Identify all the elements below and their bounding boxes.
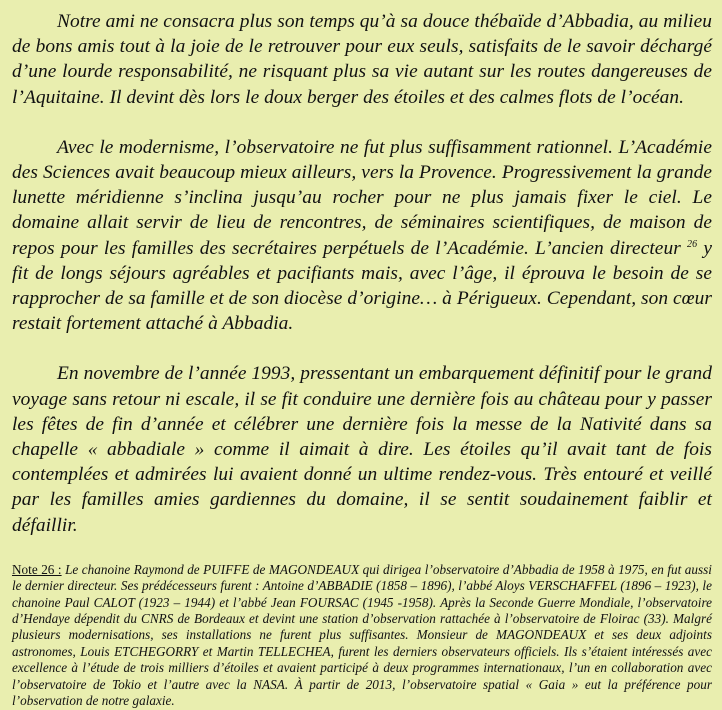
footnote-26 bbox=[12, 562, 712, 710]
footnote-label: Note 26 : bbox=[12, 561, 62, 577]
footnote-text: Le chanoine Raymond de PUIFFE de MAGONDEAUX qui dirigea l’observatoire d’Abbadia de 1958 à 1975, en fut aussi le dernier directeur. Ses prédécesseurs furent : Antoine d’ABBADIE (1858 – 1896), l’abbé Aloys VERSCHAFFEL (1896 – 1923), le chanoine Paul CALOT (1923 – 1944) et l’abbé Jean FOURSAC (1945 -1958). Après la Seconde Guerre Mondiale, l’observatoire d’Hendaye dépendit du CNRS de Bordeaux et devint une station d’observation rattachée à l’observatoire de Floirac (33). Malgré plusieurs modernisations, ses installations ne furent plus suffisantes. Monsieur de MAGONDEAUX et ses deux adjoints astronomes, Louis ETCHEGORRY et Martin TELLECHEA, furent les derniers observateurs officiels. Ils s’étaient intéressés avec excellence à l’étude de trois milliers d’étoiles et avaient participé à deux programmes internationaux, l’un en collaboration avec l’observatoire de Tokio et l’autre avec la NASA. À partir de 2013, l’observatoire spatial « Gaia » eut la préférence pour l’observation de notre galaxie. bbox=[12, 561, 712, 709]
paragraph-text: Notre ami ne consacra plus son temps qu’à sa douce thébaïde d’Abbadia, au milieu de bons amis tout à la joie de le retrouver pour eux seuls, satisfaits de le savoir déchargé d’une lourde responsabilité, ne risquant plus sa vie autant sur les routes dangereuses de l’Aquitaine. Il devint dès lors le doux berger des étoiles et des calmes flots de l’océan. bbox=[12, 11, 712, 108]
paragraph-text: En novembre de l’année 1993, pressentant un embarquement définitif pour le grand voyage sans retour ni escale, il se fit conduire une dernière fois au château pour y passer les fêtes de fin d’année et célébrer une dernière fois la messe de la Nativité dans sa chapelle « abbadiale » comme il aimait à dire. Les étoiles qu’il avait tant de fois contemplées et admirées lui avaient donné un ultime rendez-vous. Très entouré et veillé par les familles amies gardiennes du domaine, il se sentit soudainement faiblir et défaillir. bbox=[12, 363, 712, 536]
paragraph-text: y fit de longs séjours agréables et pacifiants mais, avec l’âge, il éprouva le besoin de se rapprocher de sa famille et de son diocèse d’origine… à Périgueux. Cependant, son cœur restait fortement attaché à Abbadia. bbox=[12, 237, 712, 335]
paragraph-retirement bbox=[12, 9, 712, 110]
footnote-ref-26: 26 bbox=[687, 238, 698, 250]
paragraph-text: Avec le modernisme, l’observatoire ne fut plus suffisamment rationnel. L’Académie des Sciences avait beaucoup mieux ailleurs, vers la Provence. Progressivement la grande lunette méridienne s’inclina jusqu’au rocher pour ne plus jamais fixer le ciel. Le domaine allait servir de lieu de rencontres, de séminaires scientifiques, de maison de repos pour les familles des secrétaires perpétuels de l’Académie. L’ancien directeur bbox=[12, 136, 712, 259]
paragraph-final-visit bbox=[12, 361, 712, 537]
paragraph-modernism bbox=[12, 135, 712, 337]
